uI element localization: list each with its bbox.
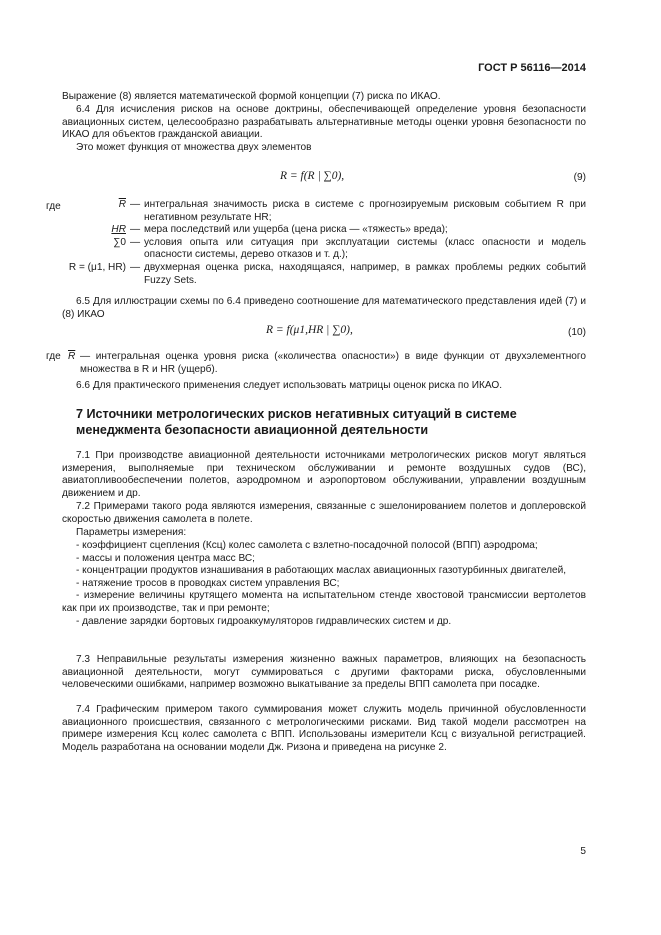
definition-dash: — [130,236,141,248]
section-7-heading [76,407,586,438]
equation-number-9: (9) [573,172,586,183]
definition-text: интегральная значимость риска в системе с прогнозируемым рисковым событием R при негативном результате HR; [144,199,586,223]
definition-term: ∑0 [113,236,126,248]
definition-term: $\overline{R}$ [118,199,126,210]
params-item: - давление зарядки бортовых гидроаккумуляторов гидравлических систем и др. [76,615,452,627]
standard-header: ГОСТ Р 56116—2014 [478,62,586,74]
params-item: - массы и положения центра масс ВС; [76,552,255,564]
paragraph-7-2: 7.2 Примерами такого рода являются измерения, связанные с эшелонированием полетов и доплеровской скоростью движения самолета в полете. [62,501,586,525]
definition-text: условия опыта или ситуация при эксплуатации системы (класс опасности и модель опасности системы, дерево отказов и т. д.); [144,236,586,261]
params-list [62,540,586,628]
params-item: - измерение величины крутящего момента на испытательном стенде хвостовой трансмиссии вертолетов как при их производстве, так и при ремонте; [62,590,586,614]
paragraph-6-4 [62,104,586,142]
params-title: Параметры измерения: [76,527,187,538]
definitions-list [60,199,586,287]
paragraph-7-1: 7.1 При производстве авиационной деятельности источниками метрологических рисков могут являться измерения, выполняемые при техническом обслуживании и ремонте воздушных судов (ВС), авиатопливообеспечении полетов, аэродромном и аэропортовом обслуживании, управлении воздушным движением и др. [62,450,586,499]
formula-10: R = f(μ1,HR | ∑0), [266,324,353,336]
definition-row [60,199,586,224]
paragraph-6-4-text: 6.4 Для исчисления рисков на основе доктрины, обеспечивающей определение уровня безопасности авиационных систем, целесообразно разрабатывать альтернативные методы оценки уровня безопасности по ИКАО для объектов гражданской авиации. [62,104,586,141]
definition-row [60,224,586,237]
definition-dash: — [130,261,141,273]
page-number: 5 [580,846,586,857]
paragraph-6-6: 6.6 Для практического применения следует использовать матрицы оценок риска по ИКАО. [76,380,503,391]
params-item: - натяжение тросов в проводках систем управления ВС; [76,577,340,589]
paragraph-function: Это может функция от множества двух элементов [76,142,312,153]
definition-2-text: — интегральная оценка уровня риска («количества опасности») в виде функции от двухэлементного множества в R и HR (ущерб). [80,351,586,375]
definition-dash: — [130,199,141,210]
params-item: - коэффициент сцепления (Ксц) колес самолета с взлетно-посадочной полосой (ВПП) аэродрома; [76,540,538,551]
paragraph-7-4: 7.4 Графическим примером такого суммирования может служить модель причинной обусловленности авиационного происшествия, связанного с метрологическими рисками. Вид такой модели рассмотрен на примере измерения Ксц колес самолета с ВПП. Использованы измерители Ксц с визуальной регистрацией. Модель разработана на основании модели Дж. Ризона и приведена на рисунке 2. [62,704,586,753]
definition-text: двухмерная оценка риска, находящаяся, например, в рамках проблемы редких событий Fuzzy Sets. [144,261,586,286]
paragraph-7-3: 7.3 Неправильные результаты измерения жизненно важных параметров, влияющих на безопасность авиационной деятельности, могут суммироваться с другими факторами риска, обусловленными человеческими ошибками, например возможно выкатывание за пределы ВПП самолета при посадке. [62,654,586,691]
section-7-heading-line-2: менеджмента безопасности авиационной деятельности [76,422,429,437]
where-label-1: где [46,201,61,212]
definition-row [60,262,586,287]
equation-number-10: (10) [568,327,586,338]
paragraph-6-5: 6.5 Для иллюстрации схемы по 6.4 приведено соотношение для математического представления идей (7) и (8) ИКАО [62,296,586,320]
formula-9: R = f(R | ∑0), [280,170,345,182]
section-7-heading-line-1: 7 Источники метрологических рисков негативных ситуаций в системе [76,407,517,421]
definition-dash: — [130,224,141,236]
where-label-2: где [46,351,61,362]
definition-text: мера последствий или ущерба (цена риска — «тяжесть» вреда); [144,224,448,236]
definition-2-term: $\overline{R}$ [68,351,76,362]
definition-term: HR [111,224,126,236]
definition-row [60,237,586,262]
params-item: - концентрации продуктов изнашивания в работающих маслах авиационных газотурбинных двигателей, [76,565,567,577]
definition-term: R = (μ1, HR) [68,261,126,273]
paragraph-6-3-end: Выражение (8) является математической формой концепции (7) риска по ИКАО. [62,91,441,102]
